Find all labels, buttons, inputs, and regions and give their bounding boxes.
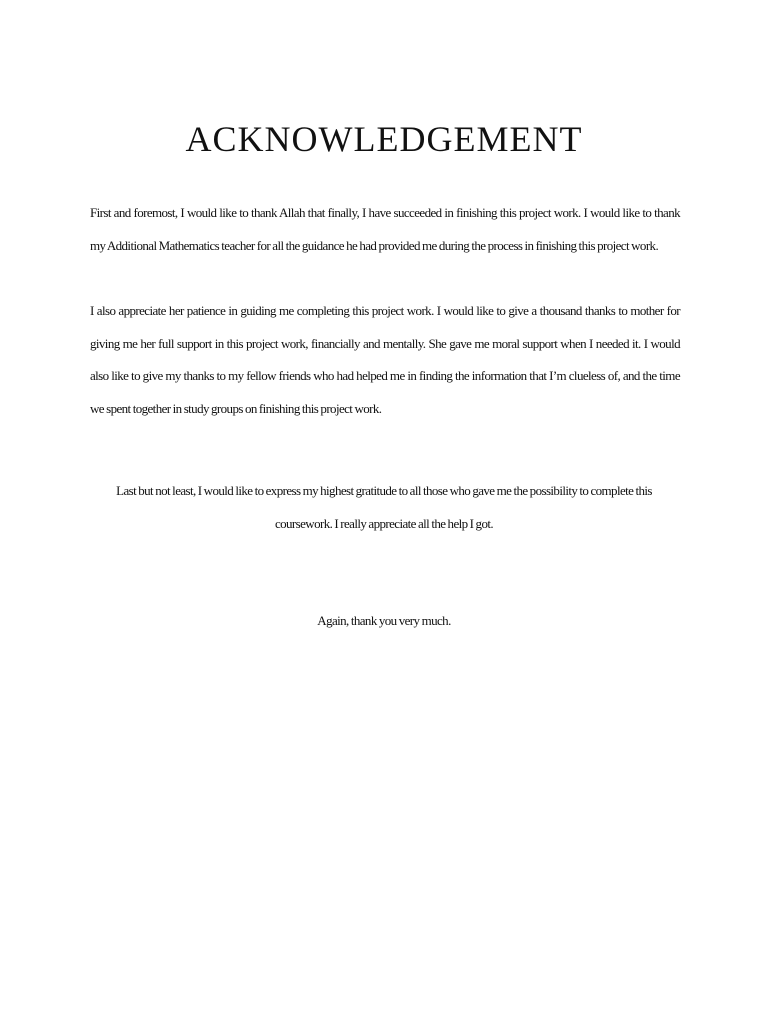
paragraph-family-friends: I also appreciate her patience in guiding me completing this project work. I would like to give a thousand thanks to mother for giving me her full support in this project work, financially and mentally. She gave me moral support when I needed it. I would also like to give my thanks to my fellow friends who had helped me in finding the information that I’m clueless of, and the time we spent together in study groups on finishing this project work.	[90, 303, 680, 416]
paragraph-final-thanks: Again, thank you very much.	[317, 613, 451, 628]
page-title: ACKNOWLEDGEMENT	[185, 119, 583, 159]
paragraph-closing: Last but not least, I would like to express my highest gratitude to all those who gave me the possibility to complete this coursework. I really appreciate all the help I got.	[116, 483, 652, 531]
paragraph-gratitude-intro: First and foremost, I would like to thank Allah that finally, I have succeeded in finishing this project work. I would like to thank my Additional Mathematics teacher for all the guidance he had provided me during the process in finishing this project work.	[90, 205, 680, 253]
